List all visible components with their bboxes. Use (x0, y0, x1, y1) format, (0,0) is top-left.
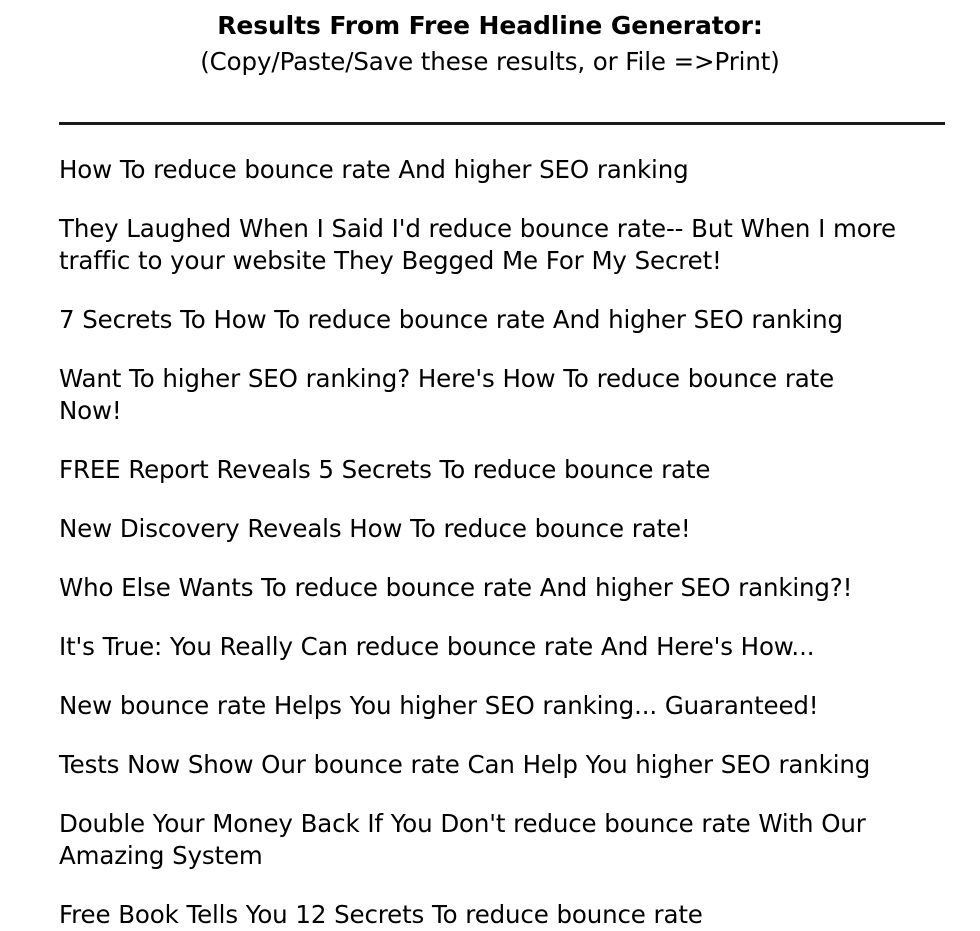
headline-result-item[interactable]: Want To higher SEO ranking? Here's How To reduce bounce rate Now! (59, 364, 835, 425)
headline-result-item[interactable]: FREE Report Reveals 5 Secrets To reduce bounce rate (59, 455, 711, 484)
headline-result-item[interactable]: New bounce rate Helps You higher SEO ranking... Guaranteed! (59, 691, 819, 720)
headline-result-item[interactable]: It's True: You Really Can reduce bounce rate And Here's How... (59, 632, 815, 661)
headline-result-item[interactable]: They Laughed When I Said I'd reduce bounce rate-- But When I more traffic to your website They Begged Me For My Secret! (59, 214, 896, 275)
headline-result-item[interactable]: Tests Now Show Our bounce rate Can Help You higher SEO ranking (59, 750, 871, 779)
headline-result-item[interactable]: 7 Secrets To How To reduce bounce rate And higher SEO ranking (59, 305, 843, 334)
page-subtitle-instructions: (Copy/Paste/Save these results, or File =>Print) (200, 47, 780, 76)
headline-result-item[interactable]: New Discovery Reveals How To reduce bounce rate! (59, 514, 691, 543)
headline-result-item[interactable]: How To reduce bounce rate And higher SEO ranking (59, 155, 689, 184)
divider-container (0, 78, 980, 125)
headline-results-list (0, 125, 900, 931)
page-title: Results From Free Headline Generator: (217, 11, 763, 40)
headline-result-item[interactable]: Who Else Wants To reduce bounce rate And higher SEO ranking?! (59, 573, 853, 602)
headline-result-item[interactable]: Double Your Money Back If You Don't reduce bounce rate With Our Amazing System (59, 809, 866, 870)
page-header (0, 0, 980, 78)
headline-result-item[interactable]: Free Book Tells You 12 Secrets To reduce bounce rate (59, 900, 703, 929)
